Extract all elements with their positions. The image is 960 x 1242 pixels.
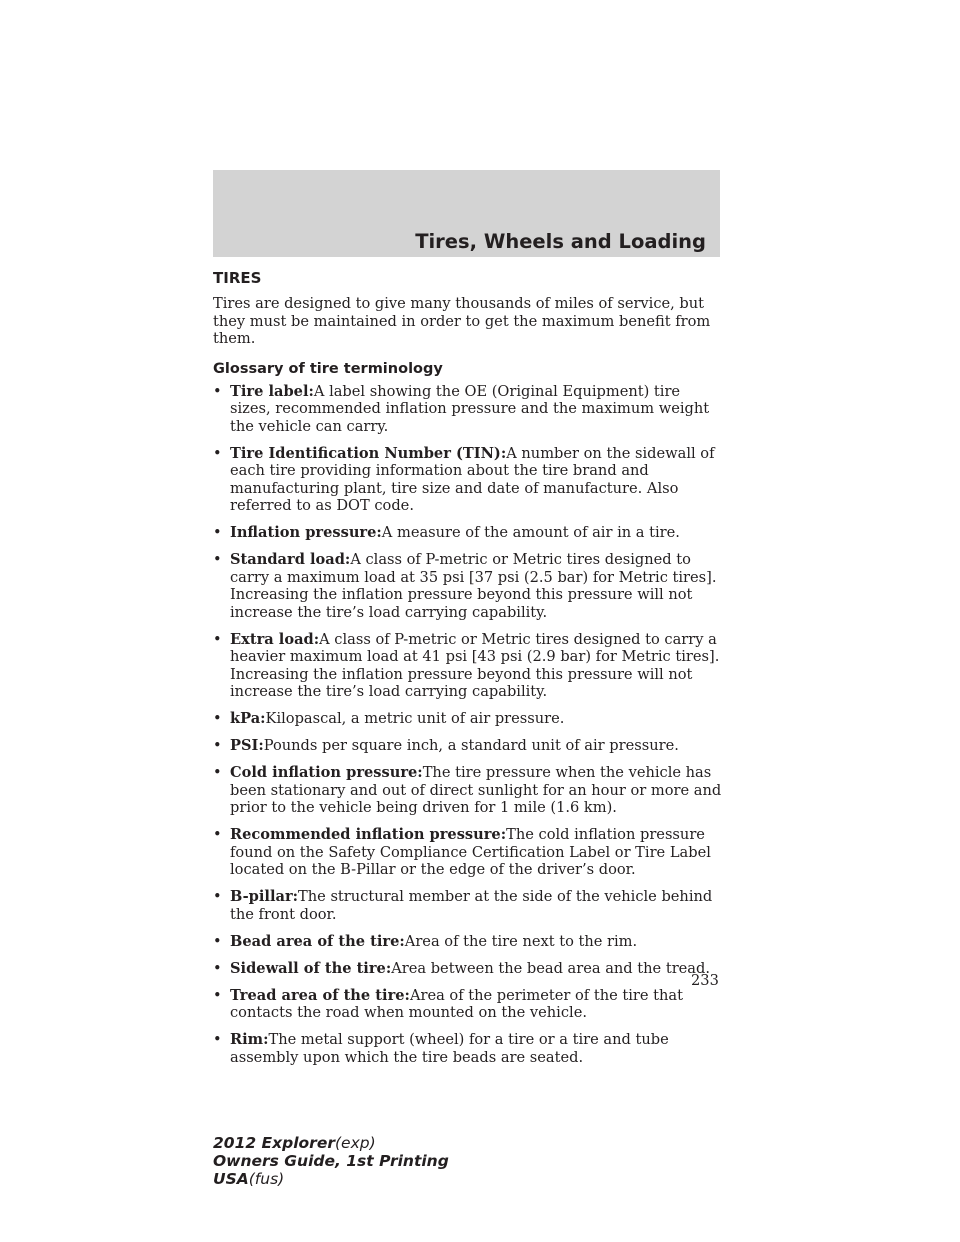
glossary-term: kPa: <box>230 710 266 727</box>
glossary-definition: A number on the sidewall of each tire providing information about the tire brand and manufacturing plant, tire size and date of manufacture. Also referred to as DOT code. <box>230 444 715 514</box>
glossary-item <box>213 383 723 436</box>
glossary-term: Extra load: <box>230 630 320 648</box>
glossary-term: Bead area of the tire: <box>230 932 405 950</box>
footer-model: 2012 Explorer <box>213 1134 335 1152</box>
glossary-definition: The tire pressure when the vehicle has been stationary and out of direct sunlight for an hour or more and prior to the vehicle being driven for 1 mile (1.6 km). <box>230 764 722 816</box>
footer-market-code: (fus) <box>248 1170 285 1188</box>
glossary-term: Inflation pressure: <box>230 524 382 541</box>
glossary-definition: A class of P-metric or Metric tires designed to carry a heavier maximum load at 41 psi [43 psi (2.9 bar) for Metric tires]. Increasing the inflation pressure beyond this pressure will not increase the tire’s load carrying capability. <box>230 630 720 700</box>
glossary-definition: Pounds per square inch, a standard unit of air pressure. <box>263 737 679 754</box>
glossary-definition: Kilopascal, a metric unit of air pressure. <box>265 710 565 727</box>
bullet-icon: • <box>213 1031 222 1048</box>
glossary-item <box>213 764 723 817</box>
glossary-definition: Area of the tire next to the rim. <box>404 932 638 950</box>
glossary-term: Tread area of the tire: <box>230 986 410 1004</box>
glossary-item <box>213 445 723 515</box>
glossary-definition: The metal support (wheel) for a tire or a tire and tube assembly upon which the tire beads are seated. <box>230 1031 669 1066</box>
glossary-item <box>213 524 723 542</box>
glossary-definition: Area between the bead area and the tread. <box>391 959 710 977</box>
bullet-icon: • <box>213 710 222 727</box>
glossary-item <box>213 826 723 879</box>
bullet-icon: • <box>213 444 222 462</box>
bullet-icon: • <box>213 382 222 400</box>
glossary-term: Cold inflation pressure: <box>230 764 423 781</box>
bullet-icon: • <box>213 630 222 648</box>
bullet-icon: • <box>213 959 222 977</box>
page-content <box>213 268 723 1076</box>
glossary-item <box>213 1031 723 1066</box>
glossary-item <box>213 987 723 1022</box>
bullet-icon: • <box>213 551 222 568</box>
footer-line-market <box>213 1170 449 1188</box>
glossary-definition: A measure of the amount of air in a tire. <box>381 524 680 541</box>
bullet-icon: • <box>213 932 222 950</box>
glossary-item <box>213 551 723 621</box>
footer-market: USA <box>213 1170 249 1188</box>
chapter-header <box>213 170 720 257</box>
glossary-term: Sidewall of the tire: <box>230 959 392 977</box>
glossary-definition: A label showing the OE (Original Equipment) tire sizes, recommended inflation pressure and the maximum weight the vehicle can carry. <box>230 382 710 435</box>
glossary-definition: The cold inflation pressure found on the Safety Compliance Certification Label or Tire Label located on the B-Pillar or the edge of the driver’s door. <box>230 826 711 878</box>
glossary-item <box>213 737 723 755</box>
glossary-definition: A class of P-metric or Metric tires designed to carry a maximum load at 35 psi [37 psi (2.5 bar) for Metric tires]. Increasing the inflation pressure beyond this pressure will not increase the tire’s load carrying capability. <box>230 551 717 621</box>
footer-line-model <box>213 1134 449 1152</box>
intro-paragraph: Tires are designed to give many thousands of miles of service, but they must be maintained in order to get the maximum benefit from them. <box>213 295 711 347</box>
glossary-term: Tire label: <box>230 382 314 400</box>
footer <box>213 1134 449 1188</box>
footer-model-code: (exp) <box>334 1134 376 1152</box>
glossary-term: PSI: <box>230 737 264 754</box>
chapter-title: Tires, Wheels and Loading <box>415 230 706 253</box>
section-title: TIRES <box>213 269 262 287</box>
bullet-icon: • <box>213 764 222 781</box>
page-number: 233 <box>691 972 719 989</box>
glossary-term: B-pillar: <box>230 888 299 905</box>
glossary-item <box>213 960 723 978</box>
glossary-title: Glossary of tire terminology <box>213 360 443 377</box>
glossary-item <box>213 631 723 701</box>
glossary-term: Standard load: <box>230 551 351 568</box>
bullet-icon: • <box>213 524 222 541</box>
glossary-term: Rim: <box>230 1031 269 1048</box>
bullet-icon: • <box>213 826 222 843</box>
glossary-term: Recommended inflation pressure: <box>230 826 507 843</box>
glossary-list <box>213 383 723 1067</box>
glossary-definition: The structural member at the side of the vehicle behind the front door. <box>230 888 713 923</box>
glossary-term: Tire Identification Number (TIN): <box>230 444 507 462</box>
glossary-item <box>213 710 723 728</box>
bullet-icon: • <box>213 737 222 754</box>
glossary-item <box>213 888 723 923</box>
footer-line-guide: Owners Guide, 1st Printing <box>213 1152 449 1170</box>
glossary-item <box>213 933 723 951</box>
bullet-icon: • <box>213 888 222 905</box>
glossary-definition: Area of the perimeter of the tire that contacts the road when mounted on the vehicle. <box>230 986 683 1021</box>
bullet-icon: • <box>213 986 222 1004</box>
